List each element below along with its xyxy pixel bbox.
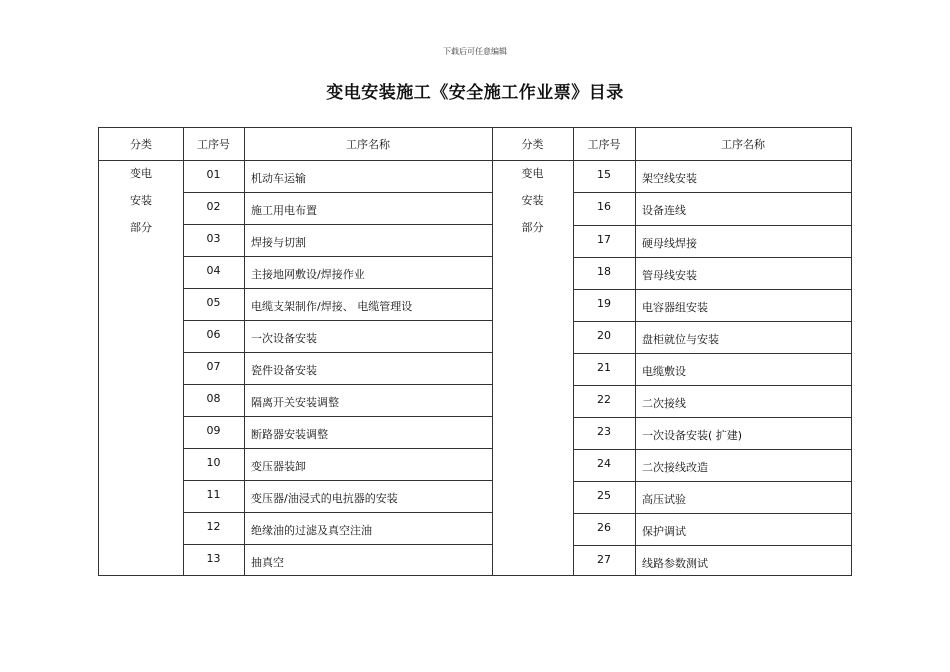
left-procedure-number: 10 [206,456,221,469]
left-procedure-number: 04 [206,264,221,277]
left-procedure-number: 11 [206,488,221,501]
right-procedure-number: 23 [597,425,611,438]
right-procedure-name: 管母线安装 [642,269,697,282]
left-category-header: 分类 [130,138,152,151]
left-procedure-name: 绝缘油的过滤及真空注油 [251,524,372,537]
left-procedure-number: 06 [206,328,221,341]
category-line: 部分 [521,221,544,234]
right-procedure-name: 二次接线改造 [642,461,708,474]
left-procedure-number: 01 [206,168,221,181]
right-procedure-number: 22 [597,393,611,406]
right-row-divider [573,257,851,258]
left-procedure-name: 施工用电布置 [251,204,317,217]
left-procedure-name: 电缆支架制作/焊接、 电缆管理设 [251,300,413,313]
left-row-divider [183,352,492,353]
right-row-divider [573,481,851,482]
left-row-divider [183,544,492,545]
right-procedure-name: 线路参数测试 [642,557,708,570]
right-procedure-number: 24 [597,457,611,470]
left-procedure-number: 05 [206,296,221,309]
right-procedure-name: 电缆敷设 [642,365,686,378]
page-title: 变电安装施工《安全施工作业票》目录 [326,83,624,103]
left-procedure-number: 08 [206,392,221,405]
left-name-header: 工序名称 [346,138,390,151]
right-row-divider [573,321,851,322]
header-note: 下载后可任意编辑 [443,47,507,56]
procedure-table [98,127,852,576]
left-row-divider [183,192,492,193]
right-procedure-name: 保护调试 [642,525,686,538]
left-procedure-name: 瓷件设备安装 [251,364,317,377]
category-line: 部分 [130,221,152,234]
right-procedure-name: 二次接线 [642,397,686,410]
left-row-divider [183,416,492,417]
category-line: 变电 [130,167,152,180]
right-procedure-number: 21 [597,361,611,374]
left-procedure-name: 机动车运输 [251,172,306,185]
left-procedure-number: 03 [206,232,221,245]
right-procedure-number: 16 [597,200,611,213]
left-procedure-number: 09 [206,424,221,437]
left-procedure-number: 07 [206,360,221,373]
category-line: 安装 [521,194,544,207]
right-category-cell [492,160,573,241]
category-line: 变电 [521,167,544,180]
left-row-divider [183,224,492,225]
left-procedure-name: 主接地网敷设/焊接作业 [251,268,365,281]
left-row-divider [183,256,492,257]
left-row-divider [183,448,492,449]
left-procedure-name: 隔离开关安装调整 [251,396,339,409]
left-procedure-number: 12 [206,520,221,533]
left-procedure-name: 一次设备安装 [251,332,317,345]
right-row-divider [573,385,851,386]
right-procedure-number: 20 [597,329,611,342]
left-procedure-name: 变压器装卸 [251,460,306,473]
left-row-divider [183,288,492,289]
left-row-divider [183,512,492,513]
right-procedure-name: 架空线安装 [642,172,697,185]
left-procedure-number: 02 [206,200,221,213]
left-row-divider [183,384,492,385]
right-procedure-name: 盘柜就位与安装 [642,333,719,346]
right-procedure-name: 硬母线焊接 [642,237,697,250]
left-category-cell [99,160,183,241]
right-procedure-name: 一次设备安装( 扩建) [642,429,743,442]
left-procedure-name: 断路器安装调整 [251,428,328,441]
left-procedure-name: 抽真空 [251,556,284,569]
right-row-divider [573,289,851,290]
right-number-header: 工序号 [587,138,621,151]
table-vline [635,128,636,575]
header-divider [99,160,851,161]
right-procedure-number: 15 [597,168,611,181]
left-row-divider [183,320,492,321]
right-category-header: 分类 [521,138,544,151]
right-row-divider [573,545,851,546]
right-procedure-name: 设备连线 [642,204,686,217]
left-row-divider [183,480,492,481]
right-procedure-name: 高压试验 [642,493,686,506]
right-row-divider [573,449,851,450]
right-procedure-number: 17 [597,233,611,246]
right-procedure-number: 18 [597,265,611,278]
left-procedure-name: 变压器/油浸式的电抗器的安装 [251,492,398,505]
left-procedure-number: 13 [206,552,221,565]
right-procedure-name: 电容器组安装 [642,301,708,314]
right-name-header: 工序名称 [721,138,765,151]
right-row-divider [573,225,851,226]
right-row-divider [573,417,851,418]
right-procedure-number: 27 [597,553,611,566]
right-row-divider [573,513,851,514]
left-number-header: 工序号 [197,138,230,151]
right-row-divider [573,192,851,193]
left-procedure-name: 焊接与切割 [251,236,306,249]
right-procedure-number: 25 [597,489,611,502]
table-vline [573,128,574,575]
right-row-divider [573,353,851,354]
category-line: 安装 [130,194,152,207]
right-procedure-number: 19 [597,297,611,310]
right-procedure-number: 26 [597,521,611,534]
